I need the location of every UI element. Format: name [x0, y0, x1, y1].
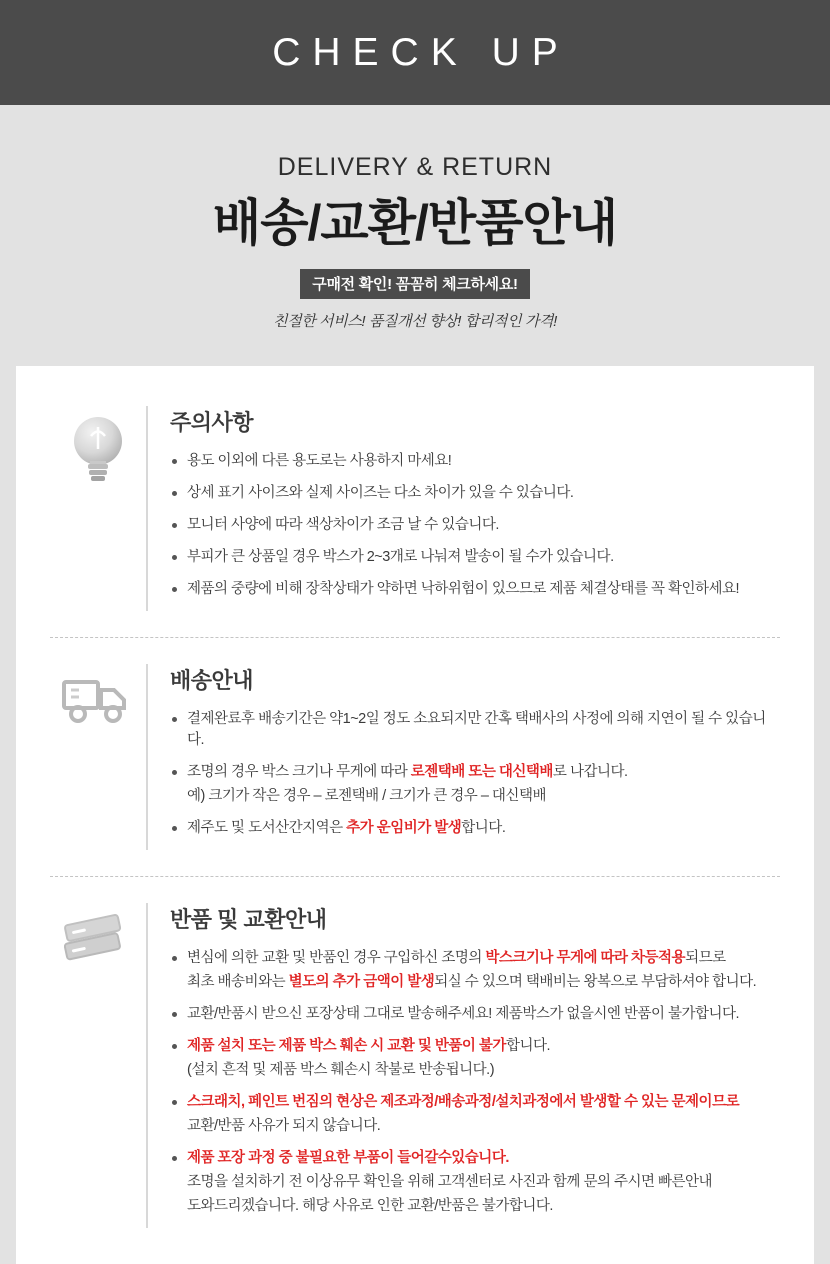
section-precautions-body — [146, 406, 780, 611]
list-item — [170, 1092, 780, 1137]
list-item-subtext: 예) 크기가 작은 경우 – 로젠택배 / 크기가 큰 경우 – 대신택배 — [187, 788, 546, 805]
list-item — [170, 547, 780, 568]
section-title: 주의사항 — [170, 410, 254, 435]
list-item-text: 용도 이외에 다른 용도로는 사용하지 마세요! — [187, 453, 452, 469]
list-item-subtext-post: 되실 수 있으며 택배비는 왕복으로 부담하셔야 합니다. — [434, 974, 757, 991]
list-item — [170, 1004, 780, 1025]
list-item — [170, 709, 780, 751]
section-delivery — [16, 652, 814, 862]
list-item — [170, 451, 780, 472]
highlight-text: 교환/반품 사유가 되지 않습니다. — [187, 1118, 381, 1135]
lightbulb-icon — [50, 406, 146, 611]
return-list — [170, 948, 780, 1217]
intro-block — [0, 105, 830, 331]
list-item-text: 모니터 사양에 따라 색상차이가 조금 날 수 있습니다. — [187, 517, 499, 534]
section-precautions — [16, 394, 814, 623]
list-item — [170, 762, 780, 807]
list-item-text: 상세 표기 사이즈와 실제 사이즈는 다소 차이가 있을 수 있습니다. — [187, 485, 574, 502]
list-item-text: 되므로 — [685, 950, 726, 967]
list-item-text: 로 나갑니다. — [552, 764, 628, 781]
highlight-text: 박스크기나 무게에 따라 차등적용 — [485, 950, 686, 967]
section-return-exchange — [16, 891, 814, 1240]
list-item-text: 결제완료후 배송기간은 약1~2일 정도 소요되지만 간혹 택배사의 사정에 의해 지연이 될 수 있습니다. — [187, 711, 766, 749]
list-item-text: 변심에 의한 교환 및 반품인 경우 구입하신 조명의 — [187, 950, 486, 967]
highlight-text: 제품 포장 과정 중 불필요한 부품이 들어갈수있습니다. — [187, 1150, 509, 1167]
list-item — [170, 818, 780, 839]
highlight-text: 제품 설치 또는 제품 박스 훼손 시 교환 및 반품이 불가 — [187, 1038, 506, 1055]
list-item — [170, 1148, 780, 1217]
intro-english-title: DELIVERY & RETURN — [277, 153, 553, 181]
boxes-icon-svg — [58, 909, 138, 967]
list-item-subtext: 조명을 설치하기 전 이상유무 확인을 위해 고객센터로 사진과 함께 문의 주시면 빠른안내 — [187, 1174, 713, 1191]
list-item-text: 교환/반품시 받으신 포장상태 그대로 발송해주세요! 제품박스가 없을시엔 반품이 불가합니다. — [187, 1006, 740, 1023]
list-item-text: 부피가 큰 상품일 경우 박스가 2~3개로 나눠져 발송이 될 수가 있습니다. — [187, 549, 614, 566]
highlight-text: 로젠택배 또는 대신택배 — [410, 764, 553, 781]
boxes-icon — [50, 903, 146, 1228]
precaution-list — [170, 451, 780, 600]
intro-badge: 구매전 확인! 꼼꼼히 체크하세요! — [300, 269, 529, 299]
section-divider — [50, 637, 780, 638]
list-item-subtext-pre: 최초 배송비와는 — [187, 974, 289, 991]
section-return-body — [146, 903, 780, 1228]
section-title: 배송안내 — [170, 668, 254, 694]
list-item — [170, 948, 780, 993]
header-band — [0, 0, 830, 105]
intro-subtitle: 친절한 서비스! 품질개선 향상! 합리적인 가격! — [273, 313, 557, 330]
list-item-subtext: (설치 흔적 및 제품 박스 훼손시 착불로 반송됩니다.) — [187, 1062, 495, 1079]
list-item-subtext — [187, 972, 780, 993]
list-item — [170, 1036, 780, 1081]
list-item-text: 조명의 경우 박스 크기나 무게에 따라 — [187, 764, 411, 781]
list-item-text: 제품의 중량에 비해 장착상태가 약하면 낙하위험이 있으므로 제품 체결상태를 꼭 확인하세요! — [187, 581, 740, 598]
highlight-text: 별도의 추가 금액이 발생 — [288, 974, 435, 991]
intro-korean-title: 배송/교환/반품안내 — [212, 195, 618, 251]
section-title: 반품 및 교환안내 — [170, 907, 327, 933]
list-item — [170, 579, 780, 600]
lightbulb-icon-svg — [67, 412, 129, 486]
truck-icon — [50, 664, 146, 850]
list-item-text: 합니다. — [505, 1038, 550, 1055]
highlight-text: 추가 운임비가 발생 — [346, 820, 462, 837]
list-item-subtext: 도와드리겠습니다. 해당 사유로 인한 교환/반품은 불가합니다. — [187, 1198, 553, 1215]
list-item-text: 제주도 및 도서산간지역은 — [187, 820, 347, 837]
section-divider — [50, 876, 780, 877]
highlight-text: 스크래치, 페인트 번짐의 현상은 제조과정/배송과정/설치과정에서 발생할 수 있는 문제이므로 — [187, 1094, 740, 1111]
page-title: CHECK UP — [272, 30, 570, 74]
list-item-text: 합니다. — [461, 820, 506, 837]
intro-badge-wrap — [0, 269, 830, 299]
delivery-list — [170, 709, 780, 839]
section-delivery-body — [146, 664, 780, 850]
truck-icon-svg — [61, 670, 135, 726]
list-item — [170, 515, 780, 536]
info-card — [16, 366, 814, 1264]
list-item — [170, 483, 780, 504]
